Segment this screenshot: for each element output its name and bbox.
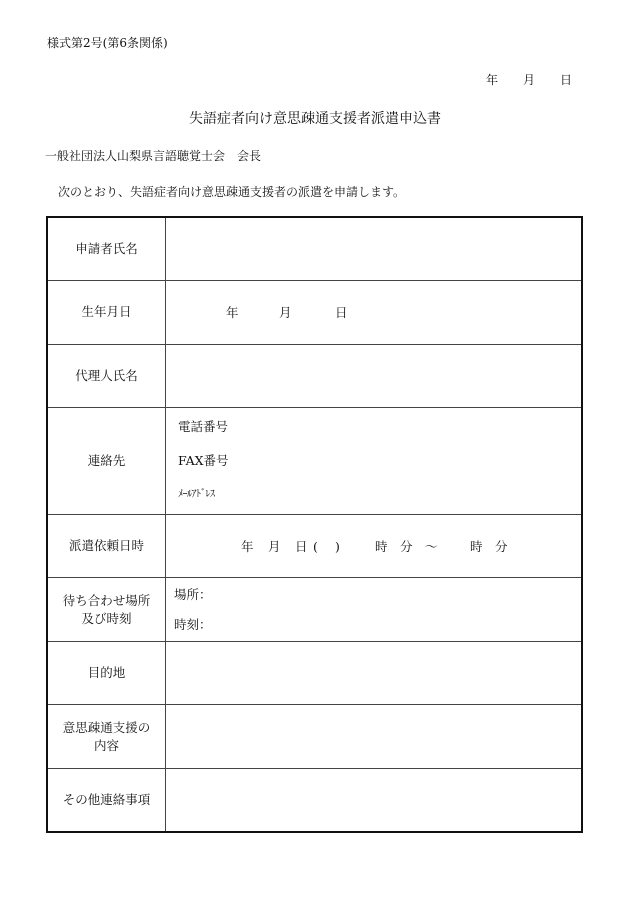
support-content-line1: 意思疎通支援の xyxy=(62,719,151,735)
birth-year-unit: 年 xyxy=(226,305,239,321)
email-label: ﾒｰﾙｱﾄﾞﾚｽ xyxy=(178,488,215,500)
time-label: 時刻： xyxy=(174,616,212,632)
dispatch-paren-close: ) xyxy=(335,538,340,554)
contact-label: 連絡先 xyxy=(47,408,166,515)
dispatch-minute-to: 分 xyxy=(495,539,508,555)
dispatch-hour-from: 時 xyxy=(375,539,388,555)
date-year-unit: 年 xyxy=(485,73,498,87)
contact-row xyxy=(47,408,582,515)
dispatch-year-unit: 年 xyxy=(241,539,254,555)
dispatch-datetime-row xyxy=(47,514,582,578)
birth-month-unit: 月 xyxy=(279,305,292,321)
place-label: 場所： xyxy=(174,586,212,602)
birthdate-field[interactable] xyxy=(166,281,583,345)
meeting-row xyxy=(47,578,582,642)
agent-name-label: 代理人氏名 xyxy=(47,344,166,408)
date-month-unit: 月 xyxy=(522,73,535,87)
submission-date xyxy=(486,71,572,88)
fax-label: FAX番号 xyxy=(178,452,229,468)
addressee: 一般社団法人山梨県言語聴覚士会 会長 xyxy=(45,149,262,163)
dispatch-day-unit: 日 xyxy=(295,539,308,555)
other-notes-label: その他連絡事項 xyxy=(47,768,166,832)
date-day-unit: 日 xyxy=(559,73,572,87)
support-content-row xyxy=(47,705,582,769)
meeting-label-line2: 及び時刻 xyxy=(81,610,132,626)
birth-day-unit: 日 xyxy=(335,305,348,321)
dispatch-hour-to: 時 xyxy=(470,539,483,555)
birthdate-row xyxy=(47,281,582,345)
contact-field[interactable] xyxy=(166,408,583,515)
other-notes-row xyxy=(47,768,582,832)
destination-field[interactable] xyxy=(166,641,583,705)
dispatch-tilde: ～ xyxy=(425,539,438,555)
dispatch-month-unit: 月 xyxy=(268,539,281,555)
document-title: 失語症者向け意思疎通支援者派遣申込書 xyxy=(189,111,441,127)
destination-row xyxy=(47,641,582,705)
destination-label: 目的地 xyxy=(47,641,166,705)
meeting-label xyxy=(47,578,166,642)
dispatch-datetime-label: 派遣依頼日時 xyxy=(47,514,166,578)
dispatch-minute-from: 分 xyxy=(400,539,413,555)
form-number: 様式第2号(第6条関係) xyxy=(47,36,168,50)
dispatch-datetime-field[interactable] xyxy=(166,514,583,578)
support-content-label xyxy=(47,705,166,769)
intro-text: 次のとおり、失語症者向け意思疎通支援者の派遣を申請します。 xyxy=(58,185,406,199)
agent-name-row xyxy=(47,344,582,408)
support-content-field[interactable] xyxy=(166,705,583,769)
dispatch-paren-open: ( xyxy=(313,538,318,554)
phone-label: 電話番号 xyxy=(178,418,229,434)
other-notes-field[interactable] xyxy=(166,768,583,832)
application-form-table xyxy=(46,216,583,833)
applicant-name-field[interactable] xyxy=(166,217,583,281)
meeting-label-line1: 待ち合わせ場所 xyxy=(62,592,151,608)
birthdate-label: 生年月日 xyxy=(47,281,166,345)
meeting-field[interactable] xyxy=(166,578,583,642)
applicant-name-row xyxy=(47,217,582,281)
applicant-name-label: 申請者氏名 xyxy=(47,217,166,281)
support-content-line2: 内容 xyxy=(93,737,119,753)
agent-name-field[interactable] xyxy=(166,344,583,408)
